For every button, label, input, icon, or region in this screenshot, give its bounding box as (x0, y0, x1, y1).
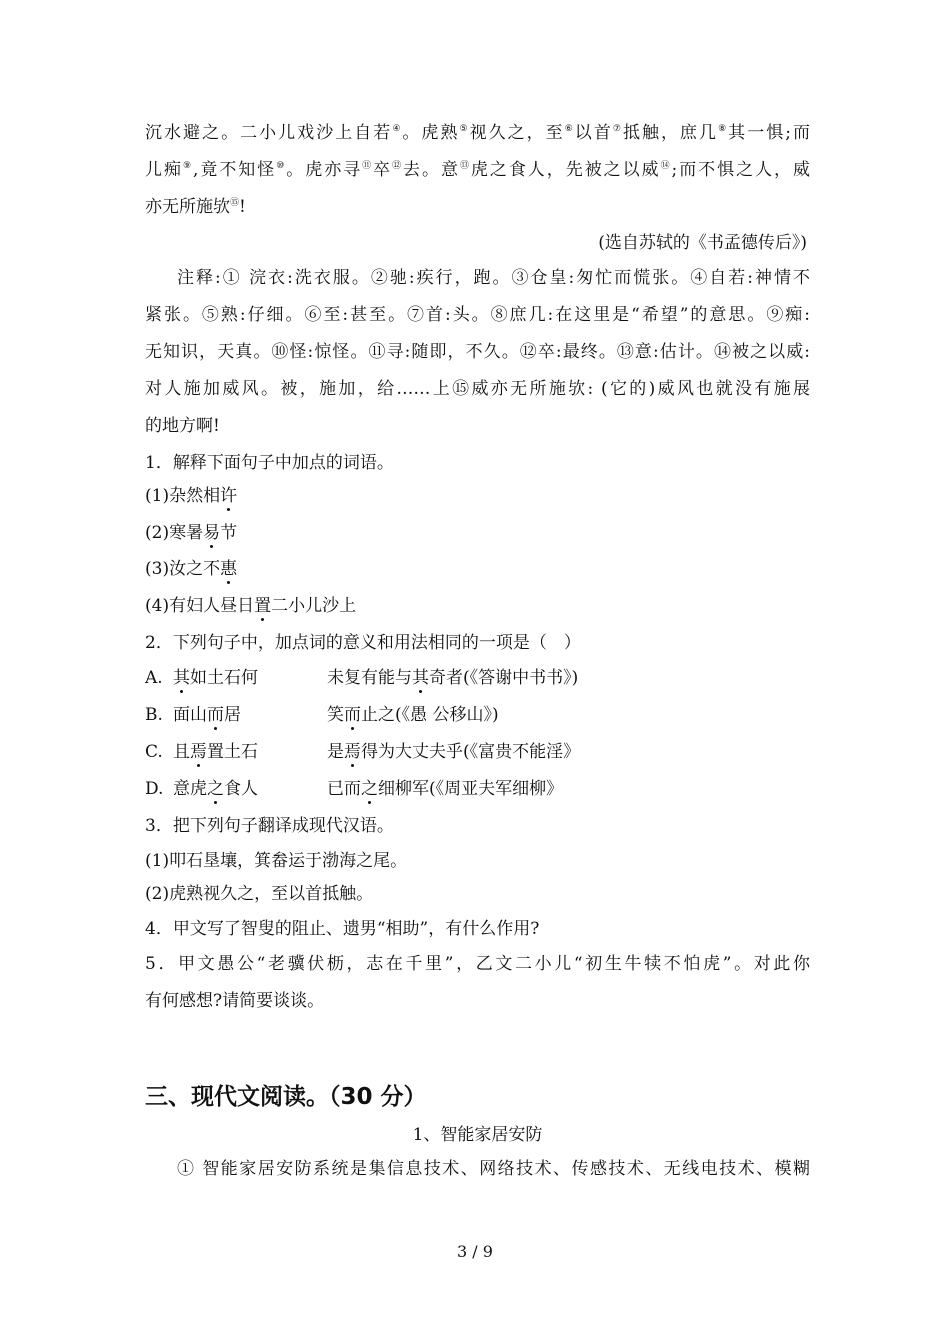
question-3-item: (1)叩石垦壤，箕畚运于渤海之尾。 (145, 851, 408, 871)
notes-line-1: 注释:① 浣衣:洗衣服。②驰:疾行，跑。③仓皇:匆忙而慌张。④自若:神情不 (177, 268, 810, 288)
dotted-word: 置 (254, 596, 272, 616)
passage-source: (选自苏轼的《书孟德传后》) (598, 233, 807, 253)
dotted-word: 许 (220, 486, 238, 506)
question-4-prompt: 4．甲文写了智叟的阻止、遗男“相助”，有什么作用? (145, 919, 540, 939)
question-3-item: (2)虎熟视久之，至以首抵触。 (145, 884, 374, 904)
passage-line-2: 儿痴⑨,竟不知怪⑩。虎亦寻⑪卒⑫去。意⑬虎之食人，先被之以威⑭;而不惧之人，威 (145, 160, 811, 180)
dotted-word: 易 (203, 523, 221, 543)
notes-line-2: 紧张。⑤熟:仔细。⑥至:甚至。⑦首:头。⑧庶几:在这里是“希望”的意思。⑨痴: (145, 305, 810, 325)
question-1-prompt: 1．解释下面句子中加点的词语。 (145, 453, 394, 473)
article-first-line: ① 智能家居安防系统是集信息技术、网络技术、传感技术、无线电技术、模糊 (177, 1159, 810, 1179)
dotted-word: 而 (207, 705, 224, 725)
question-2-option-d: D. 意虎之食人 已而之细柳军(《周亚夫军细柳》 (145, 779, 564, 799)
dotted-word: 焉 (344, 742, 361, 762)
passage-line-1: 沉水避之。二小儿戏沙上自若④。虎熟⑤视久之，至⑥以首⑦抵触，庶几⑧其一惧;而 (145, 123, 810, 143)
question-2-option-c: C. 且焉置土石 是焉得为大丈夫乎(《富贵不能淫》 (145, 742, 581, 762)
passage-line-3: 亦无所施欤⑮! (145, 197, 246, 217)
notes-line-4: 对人施加威风。被，施加，给……上⑮威亦无所施欤: (它的)威风也就没有施展 (145, 379, 810, 399)
question-1-item: (3)汝之不惠 (145, 559, 238, 579)
section-heading: 三、现代文阅读。（30 分） (145, 1084, 427, 1110)
page-number: 3 / 9 (457, 1242, 493, 1261)
question-2-option-a: A. 其如土石何 未复有能与其奇者(《答谢中书书》) (145, 668, 579, 688)
notes-line-3: 无知识，天真。⑩怪:惊怪。⑪寻:随即，不久。⑫卒:最终。⑬意:估计。⑭被之以威: (145, 342, 810, 362)
question-5-line-2: 有何感想?请简要谈谈。 (145, 991, 325, 1011)
question-1-item: (1)杂然相许 (145, 486, 238, 506)
question-2-prompt: 2．下列句子中，加点词的意义和用法相同的一项是（ ） (145, 633, 581, 653)
dotted-word: 而 (344, 705, 361, 725)
question-2-option-b: B. 面山而居 笑而止之(《愚 公移山》) (145, 705, 499, 725)
dotted-word: 其 (173, 668, 190, 688)
dotted-word: 惠 (220, 559, 238, 579)
notes-line-5: 的地方啊! (145, 416, 220, 436)
dotted-word: 其 (412, 668, 429, 688)
question-1-item: (4)有妇人昼日置二小儿沙上 (145, 596, 357, 616)
article-title: 1、智能家居安防 (412, 1125, 543, 1145)
question-3-prompt: 3．把下列句子翻译成现代汉语。 (145, 816, 394, 836)
question-5-line-1: 5．甲文愚公“老骥伏枥，志在千里”，乙文二小儿“初生牛犊不怕虎”。对此你 (145, 954, 810, 974)
dotted-word: 之 (207, 779, 224, 799)
dotted-word: 焉 (190, 742, 207, 762)
question-1-item: (2)寒暑易节 (145, 523, 238, 543)
dotted-word: 之 (361, 779, 378, 799)
